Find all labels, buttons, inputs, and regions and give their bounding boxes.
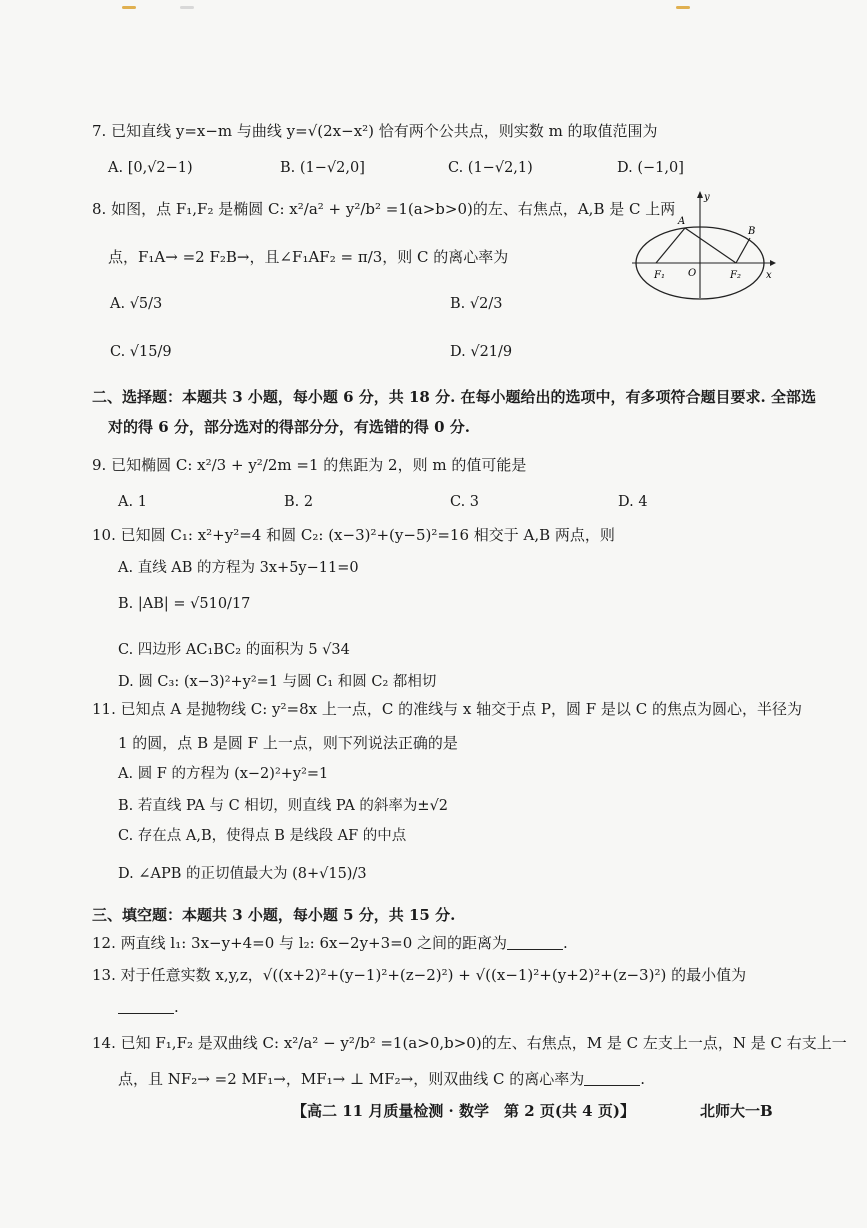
label-y: y — [704, 192, 710, 203]
q12-answer-blank[interactable] — [507, 935, 563, 950]
q11-option-d: D. ∠APB 的正切值最大为 (8+√15)/3 — [118, 866, 367, 882]
q14-line2: 点，且 NF₂→ =2 MF₁→，MF₁→ ⊥ MF₂→，则双曲线 C 的离心率为 . — [118, 1070, 646, 1088]
q7-option-a: A. [0,√2−1) — [108, 160, 193, 176]
q8-stem-line2: 点，F₁A→ =2 F₂B→，且∠F₁AF₂ = π/3，则 C 的离心率为 — [108, 248, 509, 266]
x-axis-arrow — [770, 260, 776, 266]
q12-line: 12. 两直线 l₁: 3x−y+4=0 与 l₂: 6x−2y+3=0 之间的距离为 . — [92, 934, 568, 952]
q10-stem: 10. 已知圆 C₁: x²+y²=4 和圆 C₂: (x−3)²+(y−5)²=16 相交于 A,B 两点，则 — [92, 526, 615, 544]
q11-option-c: C. 存在点 A,B，使得点 B 是线段 AF 的中点 — [118, 828, 407, 844]
scan-mark — [676, 6, 690, 9]
label-b: B — [748, 226, 756, 237]
q7-stem: 7. 已知直线 y=x−m 与曲线 y=√(2x−x²) 恰有两个公共点，则实数 m 的取值范围为 — [92, 122, 658, 140]
q7-option-c: C. (1−√2,1) — [448, 160, 533, 176]
q10-option-a: A. 直线 AB 的方程为 3x+5y−11=0 — [118, 560, 359, 576]
footer-edition: 北师大一B — [700, 1102, 773, 1120]
q8-stem-line1: 8. 如图，点 F₁,F₂ 是椭圆 C: x²/a² + y²/b² =1(a>b>0)的左、右焦点，A,B 是 C 上两 — [92, 200, 676, 218]
q7-option-d: D. (−1,0] — [617, 160, 684, 176]
q13-answer-blank[interactable] — [118, 999, 174, 1014]
section2-heading-line1: 二、选择题：本题共 3 小题，每小题 6 分，共 18 分. 在每小题给出的选项中，有多项符合题目要求. 全部选 — [92, 388, 816, 406]
q7-option-b: B. (1−√2,0] — [280, 160, 365, 176]
label-o: O — [688, 268, 697, 279]
q9-option-d: D. 4 — [618, 494, 648, 510]
q11-stem-line2: 1 的圆，点 B 是圆 F 上一点，则下列说法正确的是 — [118, 734, 458, 752]
scan-mark — [122, 6, 136, 9]
q10-option-d: D. 圆 C₃: (x−3)²+y²=1 与圆 C₁ 和圆 C₂ 都相切 — [118, 674, 437, 690]
label-x: x — [766, 270, 772, 281]
q8-option-a: A. √5/3 — [110, 296, 163, 312]
q9-option-c: C. 3 — [450, 494, 480, 510]
q8-option-b: B. √2/3 — [450, 296, 503, 312]
q11-option-b: B. 若直线 PA 与 C 相切，则直线 PA 的斜率为±√2 — [118, 798, 449, 814]
q11-option-a: A. 圆 F 的方程为 (x−2)²+y²=1 — [118, 766, 329, 782]
segment-f1a — [656, 228, 685, 263]
scan-mark — [180, 6, 194, 9]
q13-stem-line1: 13. 对于任意实数 x,y,z，√((x+2)²+(y−1)²+(z−2)²) + √((x−1)²+(y+2)²+(z−3)²) 的最小值为 — [92, 966, 747, 984]
q9-option-a: A. 1 — [118, 494, 147, 510]
q12-stem: 12. 两直线 l₁: 3x−y+4=0 与 l₂: 6x−2y+3=0 之间的距离为 — [92, 934, 508, 952]
section3-heading: 三、填空题：本题共 3 小题，每小题 5 分，共 15 分. — [92, 906, 456, 924]
q11-stem-line1: 11. 已知点 A 是抛物线 C: y²=8x 上一点，C 的准线与 x 轴交于点 P，圆 F 是以 C 的焦点为圆心，半径为 — [92, 700, 802, 718]
section2-heading-line2: 对的得 6 分，部分选对的得部分分，有选错的得 0 分. — [108, 418, 470, 436]
q10-option-c: C. 四边形 AC₁BC₂ 的面积为 5 √34 — [118, 642, 350, 658]
y-axis-arrow — [697, 191, 703, 198]
ellipse-figure — [628, 186, 778, 306]
q8-option-d: D. √21/9 — [450, 344, 513, 360]
q9-option-b: B. 2 — [284, 494, 314, 510]
q9-stem: 9. 已知椭圆 C: x²/3 + y²/2m =1 的焦距为 2，则 m 的值可能是 — [92, 456, 527, 474]
q14-stem-line1: 14. 已知 F₁,F₂ 是双曲线 C: x²/a² − y²/b² =1(a>0,b>0)的左、右焦点，M 是 C 左支上一点，N 是 C 右支上一 — [92, 1034, 847, 1052]
q8-option-c: C. √15/9 — [110, 344, 172, 360]
q14-answer-blank[interactable] — [584, 1071, 640, 1086]
q13-line2: . — [118, 998, 179, 1016]
segment-f2b — [736, 238, 750, 263]
label-f2: F₂ — [730, 270, 741, 281]
q14-stem-line2: 点，且 NF₂→ =2 MF₁→，MF₁→ ⊥ MF₂→，则双曲线 C 的离心率为 — [118, 1070, 585, 1088]
footer-page-info: 【高二 11 月质量检测 · 数学 第 2 页(共 4 页)】 — [292, 1102, 635, 1120]
label-f1: F₁ — [654, 270, 665, 281]
label-a: A — [678, 216, 686, 227]
segment-af2 — [685, 228, 736, 263]
q10-option-b: B. |AB| = √510/17 — [118, 596, 251, 612]
